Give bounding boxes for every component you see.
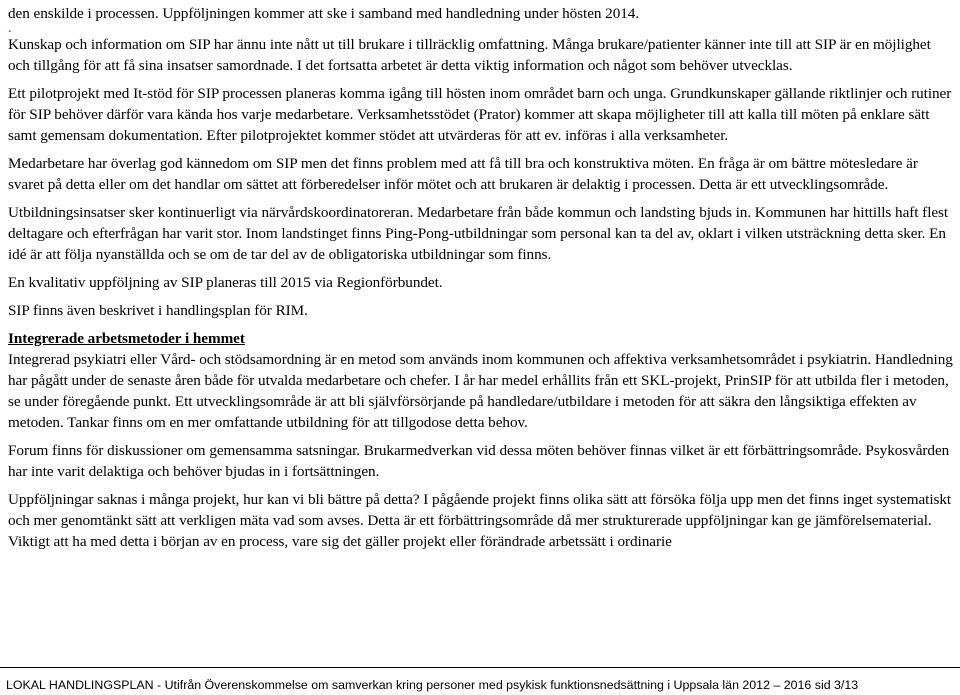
page-footer: LOKAL HANDLINGSPLAN - Utifrån Överenskommelse om samverkan kring personer med psykisk funktionsnedsättning i Uppsala län 2012 – 2016 sid 3/13	[6, 678, 859, 692]
footer-divider	[0, 667, 960, 668]
section-heading: Integrerade arbetsmetoder i hemmet	[8, 330, 245, 347]
paragraph-followups: Uppföljningar saknas i många projekt, hur kan vi bli bättre på detta? I pågående projekt finns olika sätt att försöka följa upp men det finns inget systematiskt och mer genomtänkt sätt att verkligen mäta vad som avses. Detta är ett förbättringsområde då mer strukturerade uppföljningar kan ge jämförelsematerial. Viktigt att ha med detta i början av en process, vare sig det gäller projekt eller förändrade arbetssätt i ordinarie	[8, 491, 952, 550]
paragraph-pilot-project: Ett pilotprojekt med It-stöd för SIP processen planeras komma igång till hösten inom området barn och unga. Grundkunskaper gällande riktlinjer och rutiner för SIP behöver därför vara kända hos varje medarbetare. Verksamhetsstödet (Prator) kommer att skapa möjligheter till att kalla till möten på enklare sätt samt gemensam dokumentation. Efter pilotprojektet kommer stödet att utvärderas för att ev. införas i alla verksamheter.	[8, 85, 952, 144]
spacer	[8, 321, 956, 328]
paragraph-followup-2015: En kvalitativ uppföljning av SIP planeras till 2015 via Regionförbundet.	[8, 274, 443, 291]
spacer	[8, 146, 956, 153]
spacer	[8, 293, 956, 300]
paragraph-rim: SIP finns även beskrivet i handlingsplan för RIM.	[8, 302, 308, 319]
document-body	[8, 3, 956, 552]
spacer	[8, 76, 956, 83]
paragraph-integrated-psychiatry: Integrerad psykiatri eller Vård- och stödsamordning är en metod som används inom kommunen och affektiva verksamhetsområdet i psykiatrin. Handledning har pågått under de senaste åren både för utvalda medarbetare och chefer. I år har medel erhållits från ett SKL-projekt, PrinSIP för att utbilda fler i metoden, se under föregående punkt. Ett utvecklingsområde är att bli självförsörjande på handledare/utbildare i metoden för att säkra den långsiktiga effekten av metoden. Tankar finns om en mer omfattande utbildning för att tillgodose detta behov.	[8, 351, 953, 431]
paragraph-forum: Forum finns för diskussioner om gemensamma satsningar. Brukarmedverkan vid dessa möten behöver finnas vilket är ett förbättringsområde. Psykosvården har inte varit delaktiga och behöver bjudas in i fortsättningen.	[8, 442, 950, 480]
paragraph-intro: den enskilde i processen. Uppföljningen kommer att ske i samband med handledning under hösten 2014.	[8, 5, 640, 22]
spacer	[8, 265, 956, 272]
spacer	[8, 195, 956, 202]
paragraph-meetings: Medarbetare har överlag god kännedom om SIP men det finns problem med att få till bra och konstruktiva möten. En fråga är om bättre mötesledare är svaret på detta eller om det handlar om sättet att förberedelser inför mötet och att brukaren är delaktig i processen. Detta är ett utvecklingsområde.	[8, 155, 918, 193]
spacer	[8, 433, 956, 440]
stray-dot: .	[8, 21, 12, 36]
spacer	[8, 482, 956, 489]
paragraph-sip-information: Kunskap och information om SIP har ännu inte nått ut till brukare i tillräcklig omfattning. Många brukare/patienter känner inte till att SIP är en möjlighet och tillgång för att få sina insatser samordnade. I det fortsatta arbetet är detta viktig information och något som behöver utvecklas.	[8, 36, 931, 74]
paragraph-training: Utbildningsinsatser sker kontinuerligt via närvårdskoordinatoreran. Medarbetare från både kommun och landsting bjuds in. Kommunen har hittills haft flest deltagare och efterfrågan har varit stor. Inom landstinget finns Ping-Pong-utbildningar som personal kan ta del av, oklart i vilken utsträckning detta sker. En idé är att följa nyanställda och se om de tar del av de obligatoriska utbildningar som finns.	[8, 204, 949, 263]
